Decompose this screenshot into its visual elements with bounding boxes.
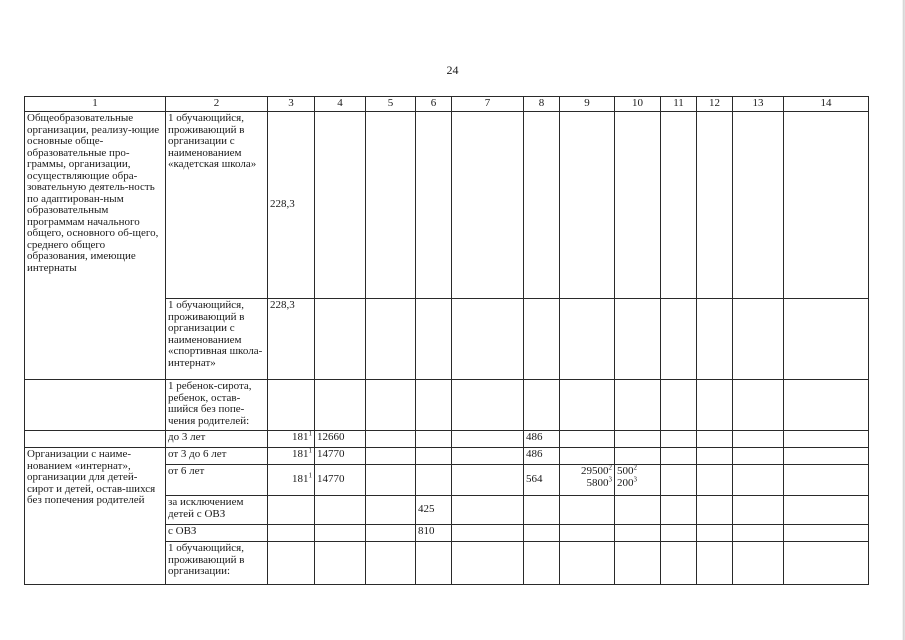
- header-cell: 10: [615, 97, 661, 112]
- table-row: [25, 448, 869, 465]
- age-value-c3: $181^1$: [268, 465, 315, 496]
- age-label: от 6 лет: [166, 465, 268, 496]
- tariff-table: [24, 96, 869, 585]
- header-cell: 13: [733, 97, 784, 112]
- age-value-c3: $181^1$: [268, 448, 315, 465]
- age-label: до 3 лет: [166, 431, 268, 448]
- age-value-c8: 564: [524, 465, 560, 496]
- header-row: [25, 97, 869, 112]
- org-internat-name: Организации с наиме-нованием «интернат», организации для детей-сирот и детей, остав-шихся без попечения родителей: [25, 448, 166, 585]
- row-label-sport: 1 обучающийся, проживающий в организации с наименованием «спортивная школа-интернат»: [166, 299, 268, 380]
- age-value-c4: 12660: [315, 431, 366, 448]
- age-value-c3: $181^1$: [268, 431, 315, 448]
- page-number: 24: [446, 63, 459, 77]
- table-row: [25, 112, 869, 299]
- header-cell: 11: [661, 97, 697, 112]
- row-label-ovz: с ОВЗ: [166, 525, 268, 542]
- excl-value-c6: 425: [416, 496, 452, 525]
- header-cell: 5: [366, 97, 416, 112]
- header-cell: 14: [784, 97, 869, 112]
- row-label-excl: за исключением детей с ОВЗ: [166, 496, 268, 525]
- header-cell: 2: [166, 97, 268, 112]
- header-cell: 7: [452, 97, 524, 112]
- age-value-c8: 486: [524, 448, 560, 465]
- ovz-value-c6: 810: [416, 525, 452, 542]
- header-cell: 1: [25, 97, 166, 112]
- value-c10: $500^2$ $200^3$: [615, 465, 661, 496]
- header-cell: 8: [524, 97, 560, 112]
- cadet-value: 228,3: [268, 112, 315, 299]
- table-row: [25, 431, 869, 448]
- age-label: от 3 до 6 лет: [166, 448, 268, 465]
- header-cell: 3: [268, 97, 315, 112]
- row-label-last: 1 обучающийся, проживающий в организации:: [166, 542, 268, 585]
- sport-value: 228,3: [268, 299, 315, 380]
- value-c9: 29500$^2$ 5800$^3$: [560, 465, 615, 496]
- header-cell: 6: [416, 97, 452, 112]
- row-label-cadet: 1 обучающийся, проживающий в организации с наименованием «кадетская школа»: [166, 112, 268, 299]
- header-cell: 12: [697, 97, 733, 112]
- header-cell: 4: [315, 97, 366, 112]
- age-value-c4: 14770: [315, 448, 366, 465]
- table-row: [25, 380, 869, 431]
- age-value-c8: 486: [524, 431, 560, 448]
- header-cell: 9: [560, 97, 615, 112]
- org-general-name: Общеобразовательные организации, реализу-ющие основные обще-образовательные про-граммы, организации, осуществляющие обра-зовательную деятель-ность по адаптирован-ным образовательным программам начального общего, основного об-щего, среднего общего образования, имеющие интернаты: [25, 112, 166, 380]
- row-label-orphan: 1 ребенок-сирота, ребенок, остав-шийся без попе-чения родителей:: [166, 380, 268, 431]
- age-value-c4: 14770: [315, 465, 366, 496]
